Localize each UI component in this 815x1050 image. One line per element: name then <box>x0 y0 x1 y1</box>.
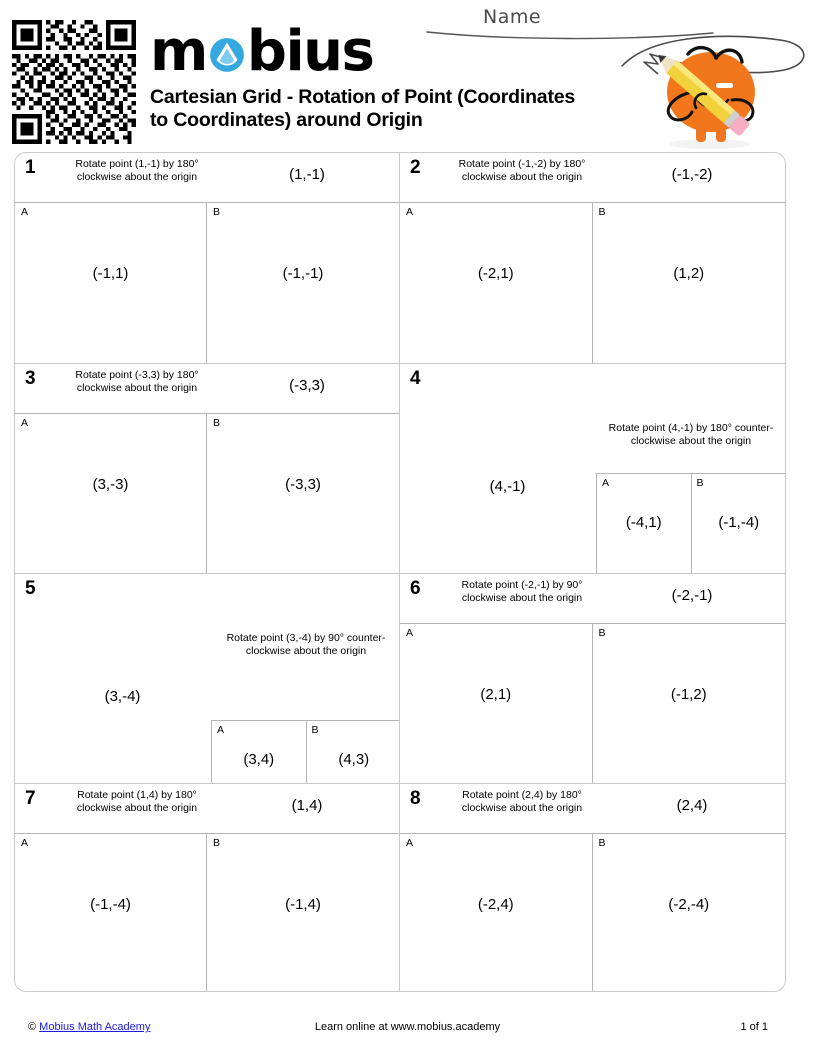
answer-column-a[interactable] <box>15 203 207 363</box>
question-cell-5[interactable] <box>15 574 400 783</box>
question-prompt: Rotate point (1,4) by 180° clockwise about the origin <box>76 789 198 814</box>
droplet-circle-svg <box>208 36 246 74</box>
answer-label-b: B <box>696 477 704 489</box>
question-row <box>15 363 785 573</box>
given-point: (1,4) <box>291 797 323 814</box>
question-prompt: Rotate point (1,-1) by 180° clockwise about the origin <box>75 158 199 183</box>
mobius-droplet-o-icon <box>208 36 246 74</box>
answer-value-a: (2,1) <box>480 686 512 703</box>
page-header <box>0 0 815 152</box>
question-row <box>15 153 785 363</box>
given-point: (-3,3) <box>289 377 325 394</box>
mascot-svg <box>600 30 815 152</box>
answer-value-a: (-2,4) <box>477 896 514 913</box>
question-number: 2 <box>410 157 421 178</box>
question-row <box>15 783 785 992</box>
question-prompt: Rotate point (2,4) by 180° clockwise about the origin <box>461 789 583 814</box>
answer-value-b: (-1,2) <box>670 686 707 703</box>
answer-label-b: B <box>598 627 606 639</box>
qr-code-icon[interactable] <box>12 20 136 144</box>
question-cell-6[interactable] <box>400 574 785 783</box>
given-point: (3,-4) <box>104 688 141 705</box>
answer-label-b: B <box>311 724 319 736</box>
question-cell-2[interactable] <box>400 153 785 363</box>
page-indicator: 1 of 1 <box>740 1021 768 1033</box>
question-cell-7[interactable] <box>15 784 400 992</box>
answer-value-a: (-1,-4) <box>90 896 131 913</box>
question-cell-1[interactable] <box>15 153 400 363</box>
brand-letter-m: m <box>150 19 207 84</box>
answer-columns <box>400 624 785 783</box>
answer-column-b[interactable] <box>593 624 786 783</box>
answer-label-a: A <box>406 627 414 639</box>
answer-value-a: (-4,1) <box>625 514 662 531</box>
question-prompt: Rotate point (4,-1) by 180° counter-clockwise about the origin <box>608 422 774 447</box>
question-cell-4[interactable] <box>400 364 785 573</box>
question-row <box>15 573 785 783</box>
qr-code-svg <box>12 20 136 144</box>
answer-column-a[interactable] <box>597 474 692 573</box>
answer-column-a[interactable] <box>400 834 593 992</box>
answer-value-b: (-1,4) <box>285 896 321 913</box>
answer-label-a: A <box>21 417 29 429</box>
answer-value-b: (-1,-1) <box>282 265 324 282</box>
answer-label-a: A <box>406 837 414 849</box>
answer-column-b[interactable] <box>307 721 401 783</box>
question-number: 1 <box>25 157 36 178</box>
mobius-wordmark <box>150 19 410 84</box>
question-number: 4 <box>410 368 421 389</box>
answer-column-b[interactable] <box>207 414 399 573</box>
question-cell-3[interactable] <box>15 364 400 573</box>
given-point: (4,-1) <box>489 478 526 495</box>
answer-columns <box>15 203 399 363</box>
given-point: (-2,-1) <box>671 587 713 604</box>
question-prompt: Rotate point (-3,3) by 180° clockwise about the origin <box>75 369 199 394</box>
answer-value-b: (-1,-4) <box>718 514 760 531</box>
brand-letters-bius: bius <box>246 19 374 84</box>
question-number: 5 <box>25 578 36 599</box>
question-number: 6 <box>410 578 421 599</box>
answer-value-a: (-1,1) <box>92 265 129 282</box>
answer-columns <box>15 414 399 573</box>
question-prompt: Rotate point (3,-4) by 90° counter-clockwise about the origin <box>226 632 386 657</box>
answer-label-b: B <box>213 837 221 849</box>
mascot-with-pencil-icon <box>600 30 815 152</box>
answer-column-b[interactable] <box>207 203 399 363</box>
answer-column-b[interactable] <box>593 203 786 363</box>
question-number: 8 <box>410 788 421 809</box>
question-header-band <box>15 153 399 203</box>
given-point: (1,-1) <box>289 166 325 183</box>
answer-columns <box>596 473 785 573</box>
answer-column-a[interactable] <box>212 721 307 783</box>
answer-label-b: B <box>213 417 221 429</box>
answer-value-a: (-2,1) <box>477 265 514 282</box>
answer-label-a: A <box>21 837 29 849</box>
questions-grid <box>14 152 786 992</box>
page-footer <box>0 1020 815 1050</box>
answer-label-b: B <box>598 206 606 218</box>
answer-value-a: (3,4) <box>243 751 275 768</box>
given-point: (2,4) <box>676 797 708 814</box>
copyright-symbol: © <box>28 1021 37 1033</box>
answer-column-a[interactable] <box>15 414 207 573</box>
question-cell-8[interactable] <box>400 784 785 992</box>
answer-column-b[interactable] <box>593 834 786 992</box>
answer-column-b[interactable] <box>207 834 399 992</box>
question-header-band <box>400 784 785 834</box>
answer-column-a[interactable] <box>400 203 593 363</box>
answer-label-b: B <box>598 837 606 849</box>
answer-columns <box>211 720 400 783</box>
answer-value-b: (-3,3) <box>285 476 321 493</box>
answer-label-a: A <box>21 206 29 218</box>
answer-value-b: (4,3) <box>338 751 370 768</box>
answer-label-b: B <box>213 206 221 218</box>
page-title: Cartesian Grid - Rotation of Point (Coordinates to Coordinates) around Origin <box>150 86 576 131</box>
answer-columns <box>15 834 399 992</box>
question-prompt: Rotate point (-1,-2) by 180° clockwise about the origin <box>458 158 586 183</box>
question-header-band <box>400 153 785 203</box>
question-header-band <box>15 784 399 834</box>
mobius-logo <box>150 19 410 84</box>
name-label: Name <box>483 6 542 28</box>
question-number: 3 <box>25 368 36 389</box>
mobius-math-academy-link[interactable]: Mobius Math Academy <box>39 1021 151 1033</box>
footer-tagline: Learn online at www.mobius.academy <box>314 1021 501 1033</box>
answer-label-a: A <box>602 477 610 489</box>
answer-value-b: (1,2) <box>673 265 705 282</box>
answer-column-a[interactable] <box>15 834 207 992</box>
answer-columns <box>400 203 785 363</box>
given-point: (-1,-2) <box>671 166 713 183</box>
question-prompt: Rotate point (-2,-1) by 90° clockwise about the origin <box>461 579 583 604</box>
answer-value-b: (-2,-4) <box>668 896 710 913</box>
answer-column-a[interactable] <box>400 624 593 783</box>
question-header-band <box>400 574 785 624</box>
question-number: 7 <box>25 788 36 809</box>
answer-value-a: (3,-3) <box>92 476 129 493</box>
answer-label-a: A <box>217 724 225 736</box>
answer-columns <box>400 834 785 992</box>
answer-label-a: A <box>406 206 414 218</box>
question-header-band <box>15 364 399 414</box>
answer-column-b[interactable] <box>692 474 786 573</box>
